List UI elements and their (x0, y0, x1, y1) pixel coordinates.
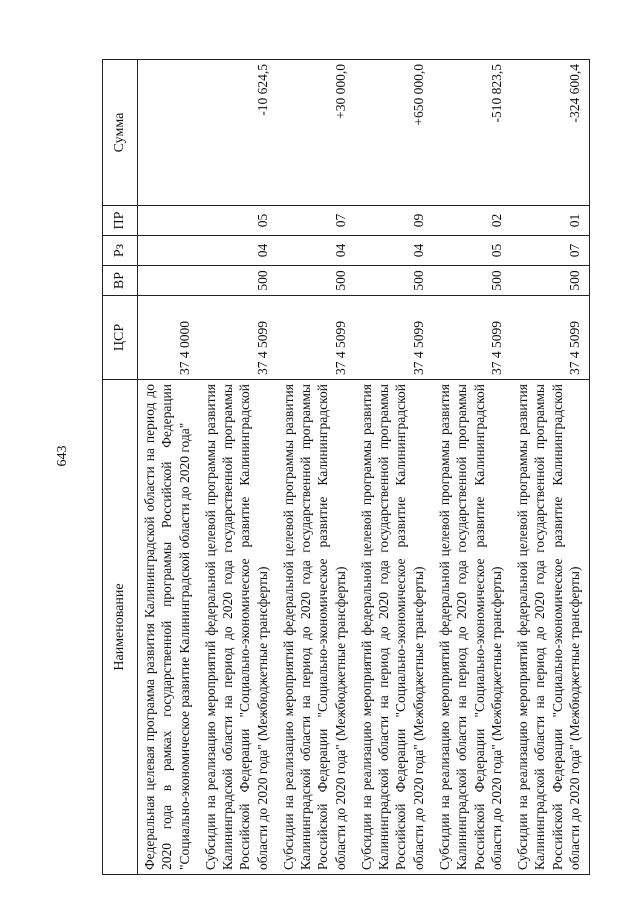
row-pr: 01 (511, 206, 590, 236)
row-sum (138, 60, 199, 206)
row-name: Субсидии на реализацию мероприятий федеральной целевой программы развития Калининградской области на период до 2020 года государственной программы Российской Федерации "Социально-экономическое развитие Калининградской области до 2020 года" (Межбюджетные трансферты) (277, 380, 355, 875)
table-row (199, 60, 277, 875)
row-vr (138, 266, 199, 296)
row-rz: 05 (433, 236, 511, 266)
table-row (511, 60, 590, 875)
row-vr: 500 (277, 266, 355, 296)
row-rz: 04 (199, 236, 277, 266)
table-row (355, 60, 433, 875)
row-rz: 07 (511, 236, 590, 266)
row-name: Субсидии на реализацию мероприятий федеральной целевой программы развития Калининградской области на период до 2020 года государственной программы Российской Федерации "Социально-экономическое развитие Калининградской области до 2020 года" (Межбюджетные трансферты) (199, 380, 277, 875)
row-sum: -510 823,5 (433, 60, 511, 206)
row-vr: 500 (355, 266, 433, 296)
row-csr: 37 4 5099 (355, 296, 433, 380)
header-pr: ПР (103, 206, 138, 236)
header-sum: Сумма (103, 60, 138, 206)
row-csr: 37 4 5099 (433, 296, 511, 380)
row-name: Субсидии на реализацию мероприятий федеральной целевой программы развития Калининградской области на период до 2020 года государственной программы Российской Федерации "Социально-экономическое развитие Калининградской области до 2020 года" (Межбюджетные трансферты) (355, 380, 433, 875)
row-rz (138, 236, 199, 266)
row-pr: 02 (433, 206, 511, 236)
header-vr: ВР (103, 266, 138, 296)
row-csr: 37 4 5099 (511, 296, 590, 380)
row-sum: +30 000,0 (277, 60, 355, 206)
row-sum: -324 600,4 (511, 60, 590, 206)
row-pr: 09 (355, 206, 433, 236)
row-rz: 04 (277, 236, 355, 266)
row-pr (138, 206, 199, 236)
header-rz: Рз (103, 236, 138, 266)
header-name: Наименование (103, 380, 138, 875)
row-rz: 04 (355, 236, 433, 266)
table-row (138, 60, 199, 875)
row-name: Субсидии на реализацию мероприятий федеральной целевой программы развития Калининградской области на период до 2020 года государственной программы Российской Федерации "Социально-экономическое развитие Калининградской области до 2020 года" (Межбюджетные трансферты) (511, 380, 590, 875)
budget-table-container (102, 60, 625, 875)
budget-table (102, 59, 590, 875)
row-pr: 05 (199, 206, 277, 236)
header-csr: ЦСР (103, 296, 138, 380)
table-row (433, 60, 511, 875)
row-csr: 37 4 5099 (277, 296, 355, 380)
row-vr: 500 (199, 266, 277, 296)
row-vr: 500 (433, 266, 511, 296)
row-name: Федеральная целевая программа развития Калининградской области на период до 2020 года в рамках государственной программы Российской Федерации "Социально-экономическое развитие Калининградской области до 2020 года" (138, 380, 199, 875)
row-sum: +650 000,0 (355, 60, 433, 206)
row-vr: 500 (511, 266, 590, 296)
row-name: Субсидии на реализацию мероприятий федеральной целевой программы развития Калининградской области на период до 2020 года государственной программы Российской Федерации "Социально-экономическое развитие Калининградской области до 2020 года" (Межбюджетные трансферты) (433, 380, 511, 875)
row-csr: 37 4 0000 (138, 296, 199, 380)
row-csr: 37 4 5099 (199, 296, 277, 380)
table-row (277, 60, 355, 875)
table-header-row (103, 60, 138, 875)
row-sum: -10 624,5 (199, 60, 277, 206)
page-number: 643 (55, 445, 70, 467)
row-pr: 07 (277, 206, 355, 236)
